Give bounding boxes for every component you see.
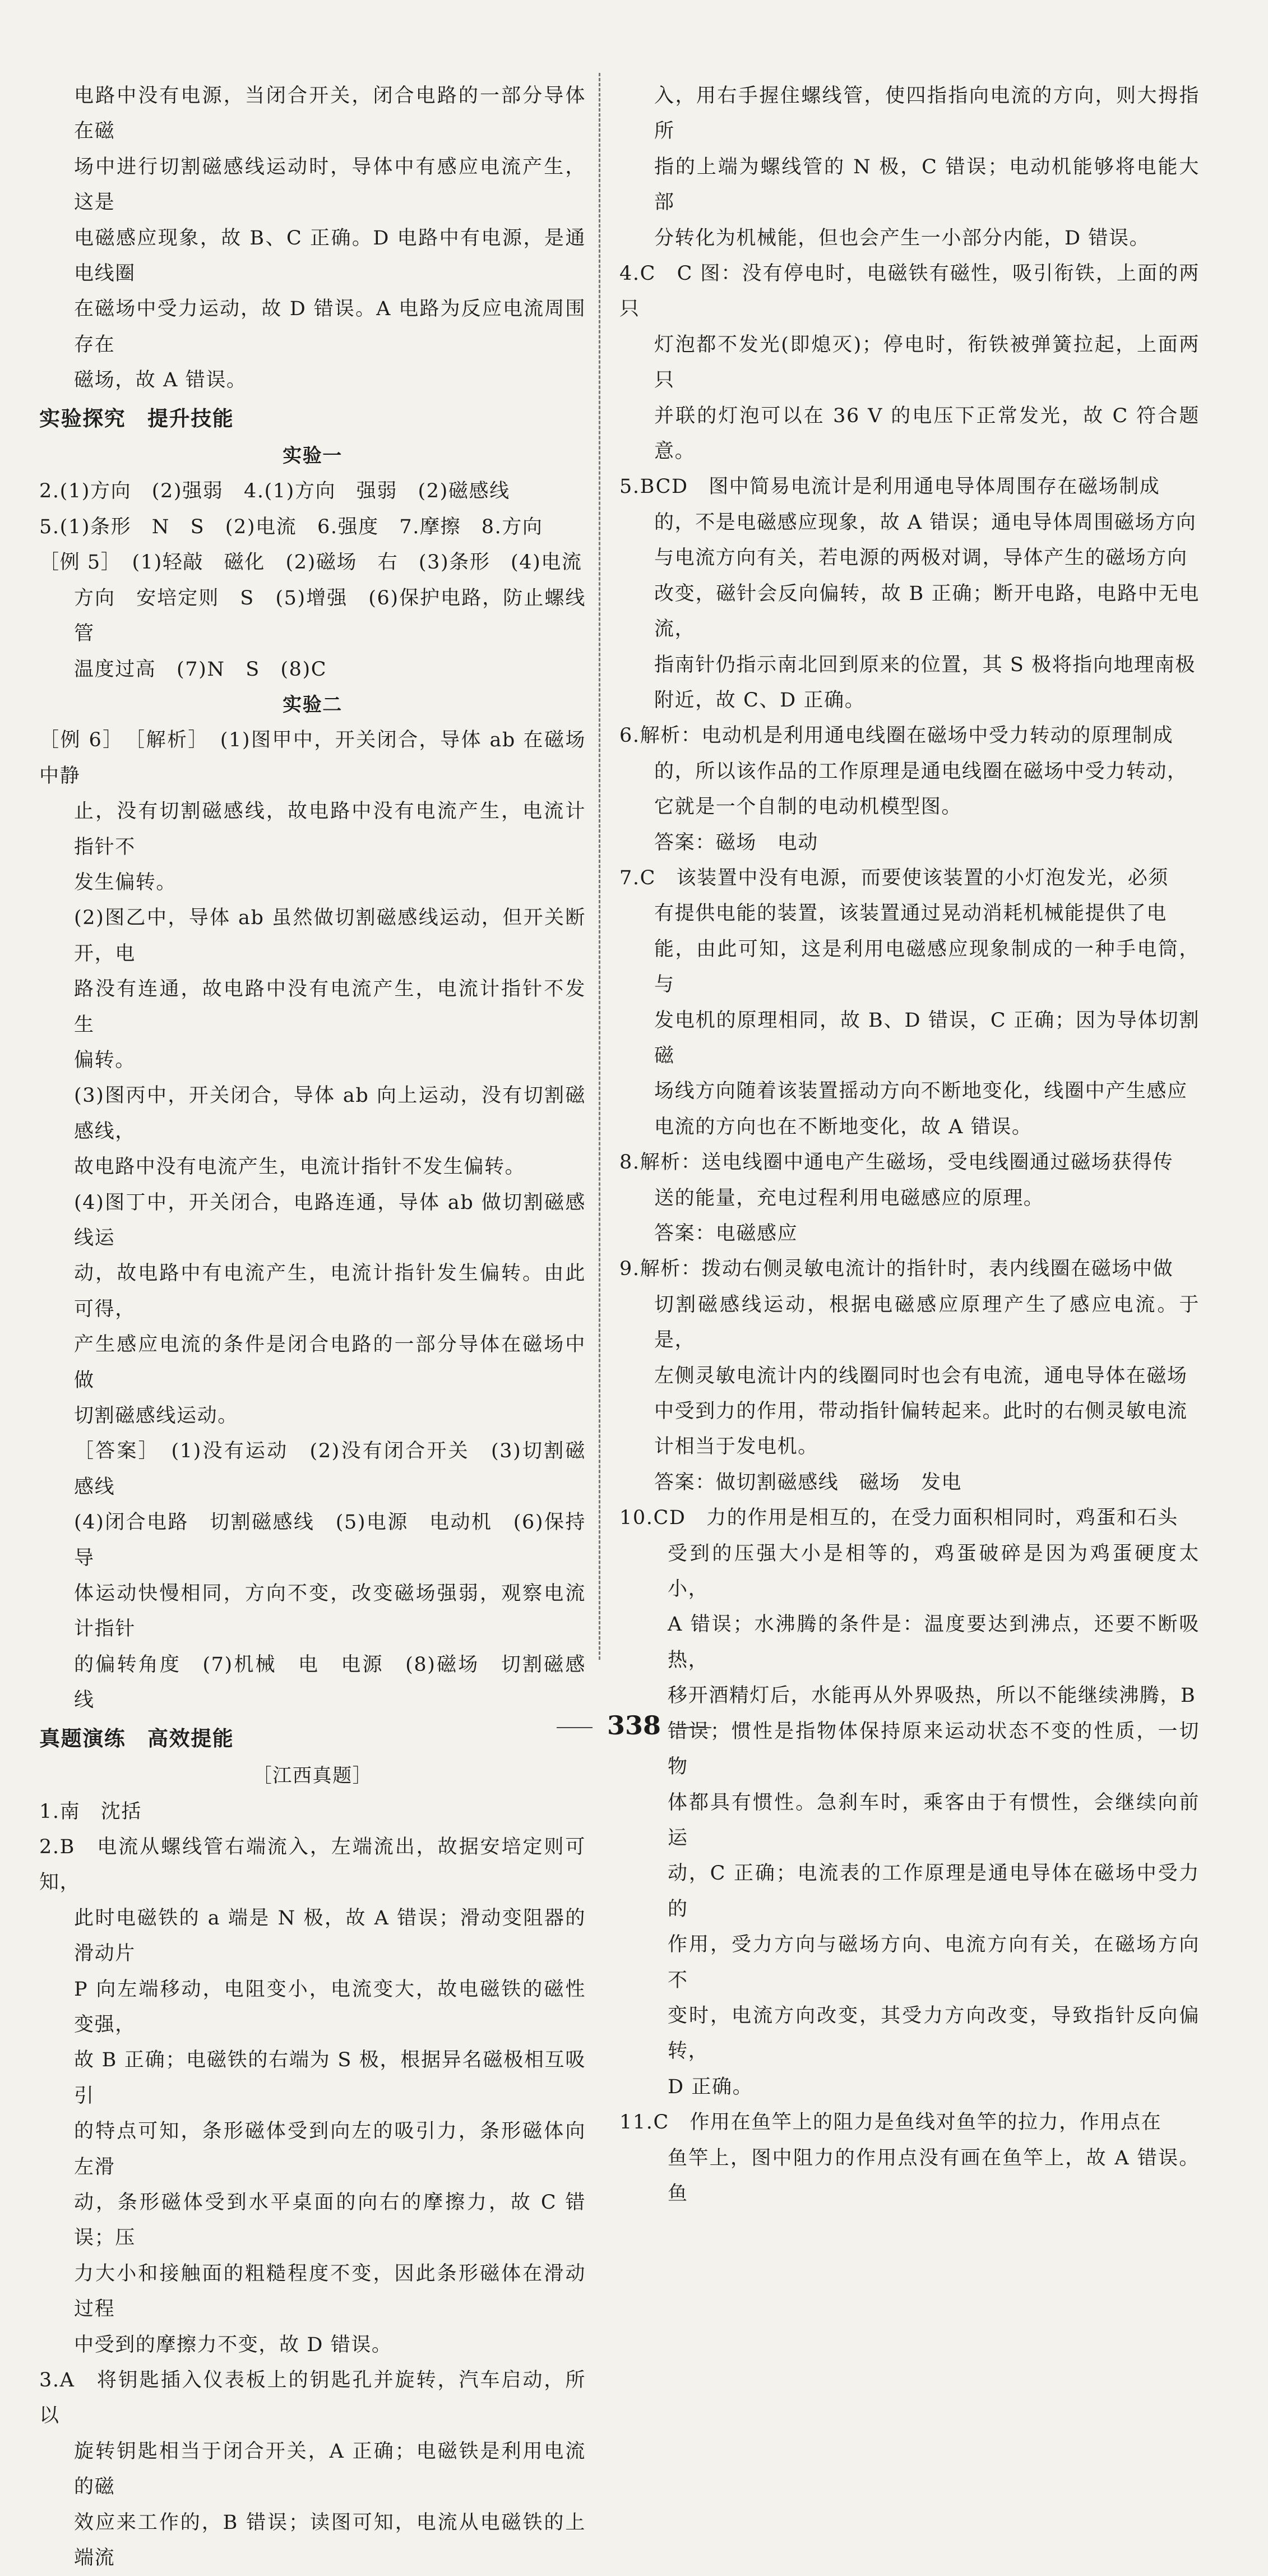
text-line: 体都具有惯性。急刹车时，乘客由于有惯性，会继续向前运: [668, 1791, 1200, 1849]
text-line: 电流的方向也在不断地变化，故 A 错误。: [654, 1115, 1033, 1138]
text-line: P 向左端移动，电阻变小，电流变大，故电磁铁的磁性变强，: [74, 1978, 586, 2036]
text-line: D 正确。: [668, 2075, 753, 2098]
text-line: 路没有连通，故电路中没有电流产生，电流计指针不发生: [74, 978, 586, 1036]
section-heading: 实验探究 提升技能: [39, 406, 234, 431]
text-line: 发生偏转。: [74, 871, 177, 894]
text-line: 力大小和接触面的粗糙程度不变，因此条形磁体在滑动过程: [74, 2262, 586, 2321]
text-line: 温度过高 (7)N S (8)C: [74, 658, 327, 681]
text-line: 3.A 将钥匙插入仪表板上的钥匙孔并旋转，汽车启动，所以: [39, 2369, 586, 2427]
text-line: 鱼竿上，图中阻力的作用点没有画在鱼竿上，故 A 错误。鱼: [668, 2146, 1200, 2205]
text-line: 此时电磁铁的 a 端是 N 极，故 A 错误；滑动变阻器的滑动片: [74, 1906, 586, 1965]
text-line: 8.解析：送电线圈中通电产生磁场，受电线圈通过磁场获得传: [619, 1151, 1174, 1174]
text-line: 作用，受力方向与磁场方向、电流方向有关，在磁场方向不: [668, 1933, 1200, 1992]
text-line: (4)闭合电路 切割磁感线 (5)电源 电动机 (6)保持导: [74, 1511, 586, 1569]
column-divider: [599, 73, 600, 1660]
text-line: 5.BCD 图中简易电流计是利用通电导体周围存在磁场制成: [619, 476, 1160, 498]
subsection-title: ［江西真题］: [252, 1765, 373, 1788]
right-column: [619, 79, 1200, 2212]
text-line: 电路中没有电源，当闭合开关，闭合电路的一部分导体在磁: [74, 85, 586, 143]
text-line: 10.CD 力的作用是相互的，在受力面积相同时，鸡蛋和石头: [619, 1507, 1178, 1530]
text-line: 计相当于发电机。: [654, 1435, 818, 1458]
text-line: 变时，电流方向改变，其受力方向改变，导致指针反向偏转，: [668, 2004, 1200, 2063]
answer-line: 答案：做切割磁感线 磁场 发电: [654, 1471, 962, 1494]
text-line: 2.(1)方向 (2)强弱 4.(1)方向 强弱 (2)磁感线: [39, 480, 510, 503]
text-line: 故 B 正确；电磁铁的右端为 S 极，根据异名磁极相互吸引: [74, 2049, 586, 2107]
page-number-rule-left: [557, 1727, 593, 1728]
text-line: ［例 5］ (1)轻敲 磁化 (2)磁场 右 (3)条形 (4)电流: [39, 551, 582, 574]
text-line: 指南针仍指示南北回到原来的位置，其 S 极将指向地理南极: [654, 653, 1196, 676]
text-line: 9.解析：拨动右侧灵敏电流计的指针时，表内线圈在磁场中做: [619, 1258, 1174, 1281]
text-line: 1.南 沈括: [39, 1800, 142, 1823]
text-line: 的偏转角度 (7)机械 电 电源 (8)磁场 切割磁感线: [74, 1653, 586, 1712]
text-line: 在磁场中受力运动，故 D 错误。A 电路为反应电流周围存在: [74, 298, 586, 356]
text-line: 动，条形磁体受到水平桌面的向右的摩擦力，故 C 错误；压: [74, 2191, 586, 2250]
text-line: 改变，磁针会反向偏转，故 B 正确；断开电路，电路中无电流，: [654, 582, 1200, 641]
text-line: 灯泡都不发光(即熄灭)；停电时，衔铁被弹簧拉起，上面两只: [654, 333, 1200, 392]
text-line: 指的上端为螺线管的 N 极，C 错误；电动机能够将电能大部: [654, 155, 1200, 214]
text-line: 与电流方向有关，若电源的两极对调，导体产生的磁场方向: [654, 547, 1188, 570]
text-line: 的特点可知，条形磁体受到向左的吸引力，条形磁体向左滑: [74, 2120, 586, 2178]
text-line: 左侧灵敏电流计内的线圈同时也会有电流，通电导体在磁场: [654, 1364, 1188, 1387]
text-line: ［例 6］ ［解析］ (1)图甲中，开关闭合，导体 ab 在磁场中静: [39, 729, 586, 787]
text-line: 效应来工作的，B 错误；读图可知，电流从电磁铁的上端流: [74, 2511, 586, 2570]
text-line: 旋转钥匙相当于闭合开关，A 正确；电磁铁是利用电流的磁: [74, 2440, 586, 2499]
text-line: 附近，故 C、D 正确。: [654, 689, 866, 712]
answer-line: 答案：磁场 电动: [654, 831, 818, 854]
text-line: 故电路中没有电流产生，电流计指针不发生偏转。: [74, 1156, 526, 1179]
page-number: [0, 1710, 1268, 1741]
text-line: 动，故电路中有电流产生，电流计指针发生偏转。由此可得，: [74, 1262, 586, 1321]
text-line: 6.解析：电动机是利用通电线圈在磁场中受力转动的原理制成: [619, 724, 1174, 747]
text-line: 4.C C 图：没有停电时，电磁铁有磁性，吸引衔铁，上面的两只: [619, 262, 1200, 321]
text-line: 止，没有切割磁感线，故电路中没有电流产生，电流计指针不: [74, 800, 586, 858]
text-line: 错误；惯性是指物体保持原来运动状态不变的性质，一切物: [668, 1720, 1200, 1779]
left-column: [39, 79, 586, 2576]
text-line: 的，所以该作品的工作原理是通电线圈在磁场中受力转动，: [654, 760, 1188, 783]
text-line: A 错误；水沸腾的条件是：温度要达到沸点，还要不断吸热，: [668, 1613, 1200, 1672]
text-line: 有提供电能的装置，该装置通过晃动消耗机械能提供了电: [654, 902, 1168, 925]
text-line: 切割磁感线运动，根据电磁感应原理产生了感应电流。于是，: [654, 1293, 1200, 1352]
text-line: 场中进行切割磁感线运动时，导体中有感应电流产生，这是: [74, 155, 586, 214]
text-line: 中受到力的作用，带动指针偏转起来。此时的右侧灵敏电流: [654, 1400, 1188, 1423]
text-line: 并联的灯泡可以在 36 V 的电压下正常发光，故 C 符合题意。: [654, 404, 1200, 463]
text-line: (2)图乙中，导体 ab 虽然做切割磁感线运动，但开关断开，电: [74, 907, 586, 965]
text-line: (3)图丙中，开关闭合，导体 ab 向上运动，没有切割磁感线，: [74, 1084, 586, 1143]
page-number-text: 338: [607, 1710, 661, 1741]
text-line: 能，由此可知，这是利用电磁感应现象制成的一种手电筒，与: [654, 938, 1200, 996]
text-line: 切割磁感线运动。: [74, 1405, 238, 1428]
subsection-title: 实验一: [283, 445, 343, 468]
subsection-title: 实验二: [283, 693, 343, 716]
text-line: 7.C 该装置中没有电源，而要使该装置的小灯泡发光，必须: [619, 866, 1169, 889]
text-line: 11.C 作用在鱼竿上的阻力是鱼线对鱼竿的拉力，作用点在: [619, 2111, 1162, 2134]
text-line: 电磁感应现象，故 B、C 正确。D 电路中有电源，是通电线圈: [74, 227, 586, 285]
text-line: 分转化为机械能，但也会产生一小部分内能，D 错误。: [654, 227, 1150, 250]
text-line: 5.(1)条形 N S (2)电流 6.强度 7.摩擦 8.方向: [39, 515, 543, 538]
text-line: 中受到的摩擦力不变，故 D 错误。: [74, 2333, 392, 2356]
text-line: 场线方向随着该装置摇动方向不断地变化，线圈中产生感应: [654, 1080, 1188, 1103]
text-line: 移开酒精灯后，水能再从外界吸热，所以不能继续沸腾，B: [668, 1684, 1196, 1707]
text-line: ［答案］ (1)没有运动 (2)没有闭合开关 (3)切割磁感线: [74, 1440, 586, 1498]
text-line: (4)图丁中，开关闭合，电路连通，导体 ab 做切割磁感线运: [74, 1191, 586, 1249]
text-line: 的，不是电磁感应现象，故 A 错误；通电导体周围磁场方向: [654, 511, 1197, 534]
text-line: 动，C 正确；电流表的工作原理是通电导体在磁场中受力的: [668, 1862, 1200, 1921]
answer-line: 答案：电磁感应: [654, 1222, 798, 1245]
text-line: 发电机的原理相同，故 B、D 错误，C 正确；因为导体切割磁: [654, 1009, 1200, 1067]
page-number-rule-right: [675, 1727, 711, 1728]
text-line: 入，用右手握住螺线管，使四指指向电流的方向，则大拇指所: [654, 85, 1200, 143]
text-line: 磁场，故 A 错误。: [74, 369, 247, 392]
text-line: 它就是一个自制的电动机模型图。: [654, 796, 962, 819]
text-line: 体运动快慢相同，方向不变，改变磁场强弱，观察电流计指针: [74, 1582, 586, 1641]
text-line: 产生感应电流的条件是闭合电路的一部分导体在磁场中做: [74, 1333, 586, 1392]
text-line: 受到的压强大小是相等的，鸡蛋破碎是因为鸡蛋硬度太小，: [668, 1542, 1200, 1601]
text-line: 方向 安培定则 S (5)增强 (6)保护电路，防止螺线管: [74, 587, 586, 645]
text-line: 送的能量，充电过程利用电磁感应的原理。: [654, 1187, 1044, 1209]
text-line: 偏转。: [74, 1049, 136, 1072]
text-line: 2.B 电流从螺线管右端流入，左端流出，故据安培定则可知，: [39, 1835, 586, 1894]
section-heading: 真题演练 高效提能: [39, 1726, 234, 1751]
